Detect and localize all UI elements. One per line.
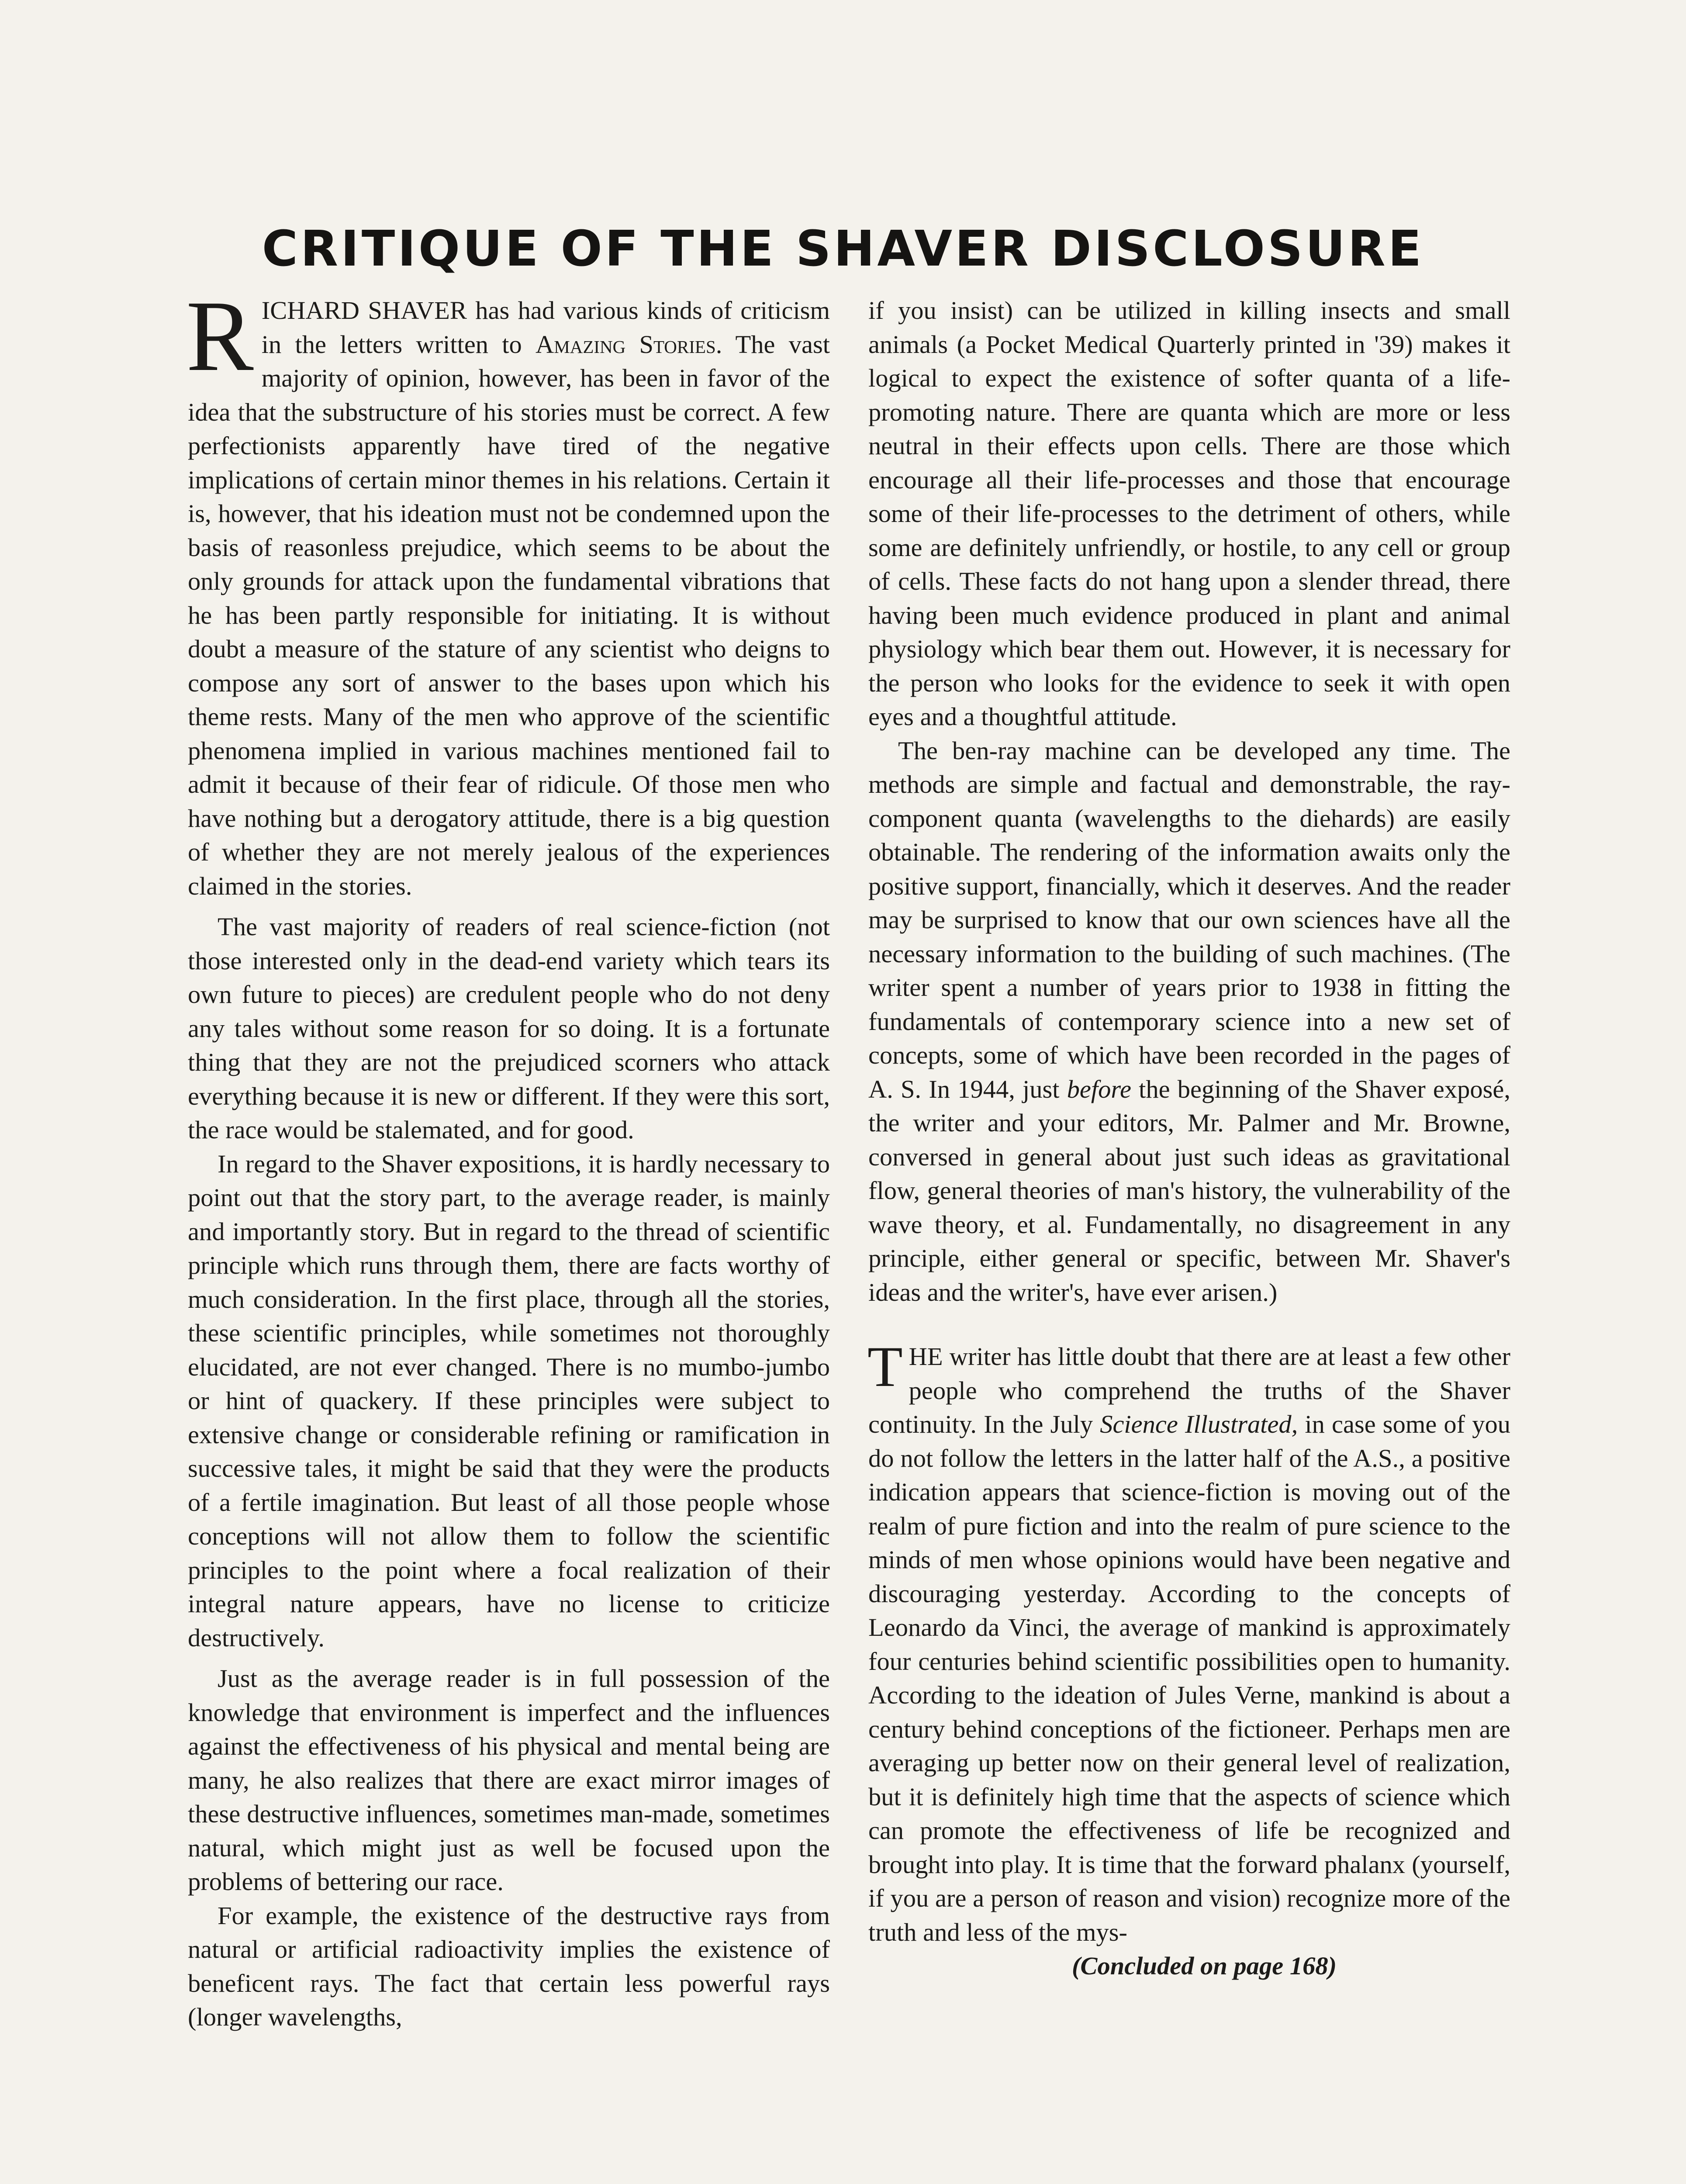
paragraph-3: In regard to the Shaver expositions, it is hardly necessary to point out that the story part, to the average reader, is mainly and importantly story. But in regard to the thread of scientific principle which runs through them, there are facts worthy of much consideration. In the first place, through all the stories, these scientific principles, while sometimes not thoroughly elucidated, are not ever changed. There is no mumbo-jumbo or hint of quackery. If these principles were subject to extensive change or considerable refining or ramification in successive tales, it might be said that they were the products of a fertile imagination. But least of all those people whose conceptions will not allow them to follow the scientific principles to the point where a focal realization of their integral nature appears, have no license to criticize destructively.: [188, 1149, 830, 1652]
magazine-name: Amazing Stories: [536, 330, 716, 359]
paragraph-1-text-b: . The vast majority of opinion, however, has been in favor of the idea that the substructure of his stories must be correct. A few perfectionists apparently have tired of the negative implications of certain minor themes in his relations. Certain it is, however, that his ideation must not be condemned upon the basis of reasonless prejudice, which seems to be about the only grounds for attack upon the fundamental vibrations that he has been partly responsible for initiating. It is without doubt a measure of the stature of any scientist who deigns to compose any sort of answer to the bases upon which his theme rests. Many of the men who approve of the scientific phenomena implied in various machines mentioned fail to admit it because of their fear of ridicule. Of those men who have nothing but a derogatory attitude, there is a big question of whether they are not merely jealous of the experiences claimed in the stories.: [188, 330, 830, 900]
paragraph-1: [186, 280, 830, 903]
drop-cap-r: R: [186, 280, 254, 392]
left-column: [186, 280, 830, 2034]
paragraph-8-text-b: in case some of you do not follow the letters in the latter half of the A.S., a positive indication appears that science-fiction is moving out of the realm of pure fiction and into the realm of pure science to the minds of men whose opinions would have been negative and discouraging yesterday. According to the concepts of Leonardo da Vinci, the average of mankind is approximately four centuries behind scientific possibilities open to humanity. According to the ideation of Jules Verne, mankind is about a century behind conceptions of the fictioneer. Perhaps men are averaging up better now on their general level of realization, but it is definitely high time that the aspects of science which can promote the effectiveness of life be recognized and brought into play. It is time that the forward phalanx (yourself, if you are a person of reason and vision) recognize more of the truth and less of the mys-: [868, 1410, 1510, 1946]
publication-name: Science Illustrated,: [1100, 1410, 1298, 1438]
emphasis-before: before: [1067, 1075, 1131, 1103]
paragraph-1-text-a: ICHARD SHAVER has had various kinds of criticism in the letters written to: [261, 296, 830, 359]
paragraph-8: [867, 1334, 1510, 1949]
article-title: CRITIQUE OF THE SHAVER DISCLOSURE: [262, 221, 1424, 277]
paragraph-5: For example, the existence of the destructive rays from natural or artificial radioactivity implies the existence of beneficent rays. The fact that certain less powerful rays (longer wavelengths,: [188, 1901, 830, 2031]
paragraph-7-text-a: The ben-ray machine can be developed any time. The methods are simple and factual and demonstrable, the ray-component quanta (wavelengths to the diehards) are easily obtainable. The rendering of the information awaits only the positive support, financially, which it deserves. And the reader may be surprised to know that our own sciences have all the necessary information to the building of such machines. (The writer spent a number of years prior to 1938 in fitting the fundamentals of contemporary science into a new set of concepts, some of which have been recorded in the pages of A. S. In 1944, just: [868, 736, 1510, 1103]
drop-cap-t: T: [867, 1334, 903, 1399]
paragraph-8-text-a: HE writer has little doubt that there are at least a few other people who comprehend the truths of the Shaver continuity. In the July: [868, 1342, 1510, 1438]
continuation-note: (Concluded on page 168): [1071, 1952, 1337, 1980]
paragraph-2: The vast majority of readers of real science-fiction (not those interested only in the dead-end variety which tears its own future to pieces) are credulent people who do not deny any tales without some reason for so doing. It is a fortunate thing that they are not the prejudiced scorners who attack everything because it is new or different. If they were this sort, the race would be stalemated, and for good.: [188, 912, 830, 1144]
right-column: [868, 294, 1510, 1983]
paragraph-7: [868, 734, 1510, 1310]
paragraph-7-text-b: the beginning of the Shaver exposé, the writer and your editors, Mr. Palmer and Mr. Browne, conversed in general about just such ideas as gravitational flow, general theories of man's history, the vulnerability of the wave theory, et al. Fundamentally, no disagreement in any principle, either general or specific, between Mr. Shaver's ideas and the writer's, have ever arisen.): [868, 1075, 1510, 1306]
paragraph-6: if you insist) can be utilized in killing insects and small animals (a Pocket Medical Quarterly printed in '39) makes it logical to expect the existence of softer quanta of a life-promoting nature. There are quanta which are more or less neutral in their effects upon cells. There are those which encourage all their life-processes and those that encourage some of their life-processes to the detriment of others, while some are definitely unfriendly, or hostile, to any cell or group of cells. These facts do not hang upon a slender thread, there having been much evidence produced in plant and animal physiology which bear them out. However, it is necessary for the person who looks for the evidence to seek it with open eyes and a thoughtful attitude.: [868, 296, 1510, 731]
paragraph-4: Just as the average reader is in full possession of the knowledge that environment is imperfect and the influences against the effectiveness of his physical and mental being are many, he also realizes that there are exact mirror images of these destructive influences, sometimes man-made, sometimes natural, which might just as well be focused upon the problems of bettering our race.: [188, 1664, 830, 1896]
